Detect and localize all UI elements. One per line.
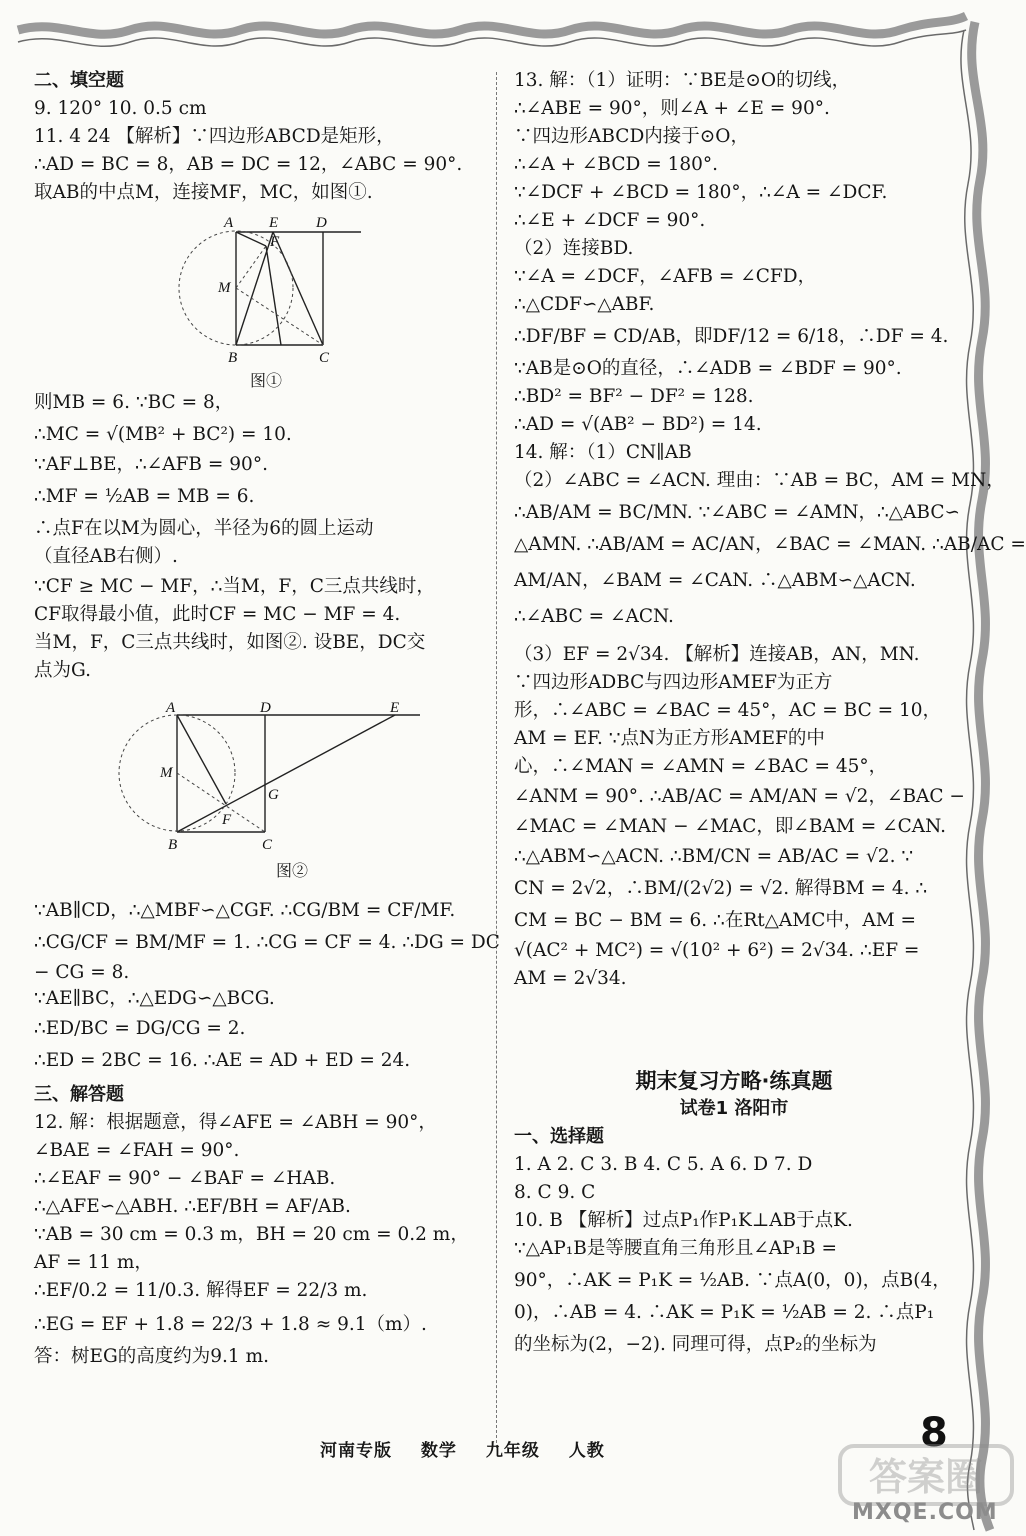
right-line: ∴△ABM∽△ACN. ∴BM/CN = AB/AC = √2. ∵ bbox=[514, 846, 914, 867]
figure-2-diagram bbox=[110, 700, 430, 860]
right-line: AM/AN，∠BAM = ∠CAN. ∴△ABM∽△ACN. bbox=[514, 570, 916, 591]
left-line: ∵AB∥CD，∴△MBF∽△CGF. ∴CG/BM = CF/MF. bbox=[34, 900, 456, 921]
left-line: ∴AD = BC = 8，AB = DC = 12，∠ABC = 90°. bbox=[34, 154, 463, 175]
right-line: ∴AB/AM = BC/MN. ∵∠ABC = ∠AMN，∴△ABC∽ bbox=[514, 502, 960, 523]
right-line: ∵∠DCF + ∠BCD = 180°，∴∠A = ∠DCF. bbox=[514, 182, 888, 203]
watermark-url: MXQE.COM bbox=[852, 1500, 998, 1525]
left-line: 二、填空题 bbox=[34, 70, 124, 91]
right-line: （2）连接BD. bbox=[514, 238, 634, 259]
right-line: AM = EF. ∵点N为正方形AMEF的中 bbox=[514, 728, 825, 749]
figure-1-diagram bbox=[166, 212, 366, 377]
left-line: 点为G. bbox=[34, 660, 91, 681]
right-line: 1. A 2. C 3. B 4. C 5. A 6. D 7. D bbox=[514, 1154, 813, 1175]
right-line: 13. 解：（1）证明：∵BE是⊙O的切线， bbox=[514, 70, 851, 91]
right-line: 0)，∴AB = 4. ∴AK = P₁K = ½AB = 2. ∴点P₁ bbox=[514, 1302, 935, 1323]
fig2-label-E: E bbox=[390, 700, 400, 716]
right-line: ∴∠A + ∠BCD = 180°. bbox=[514, 154, 719, 175]
left-line: 9. 120° 10. 0.5 cm bbox=[34, 98, 207, 119]
fig2-label-B: B bbox=[168, 837, 178, 853]
fig2-label-F: F bbox=[222, 812, 232, 828]
left-line: 则MB = 6. ∵BC = 8， bbox=[34, 392, 234, 413]
page-number: 8 bbox=[920, 1410, 948, 1456]
right-line: CM = BC − BM = 6. ∴在Rt△AMC中，AM = bbox=[514, 910, 917, 931]
right-line: 期末复习方略·练真题 bbox=[635, 1069, 833, 1093]
right-line: ∠MAC = ∠MAN − ∠MAC，即∠BAM = ∠CAN. bbox=[514, 816, 946, 837]
left-line: 12. 解：根据题意，得∠AFE = ∠ABH = 90°， bbox=[34, 1112, 437, 1133]
right-line: ∵△AP₁B是等腰直角三角形且∠AP₁B = bbox=[514, 1238, 838, 1259]
right-line: ∴∠ABC = ∠ACN. bbox=[514, 606, 674, 627]
right-line: ∵四边形ADBC与四边形AMEF为正方 bbox=[514, 672, 833, 693]
fig1-label-D: D bbox=[316, 215, 327, 231]
footer-subject: 数学 bbox=[420, 1441, 457, 1461]
right-line: 14. 解：（1）CN∥AB bbox=[514, 442, 692, 463]
fig2-label-A: A bbox=[166, 700, 176, 716]
left-line: 当M，F，C三点共线时，如图②. 设BE，DC交 bbox=[34, 632, 426, 653]
right-line: 8. C 9. C bbox=[514, 1182, 596, 1203]
left-line: AF = 11 m， bbox=[34, 1252, 153, 1273]
right-line: ∵∠A = ∠DCF，∠AFB = ∠CFD， bbox=[514, 266, 817, 287]
right-line: 10. B 【解析】过点P₁作P₁K⊥AB于点K. bbox=[514, 1210, 853, 1231]
right-line: （3）EF = 2√34. 【解析】连接AB，AN，MN. bbox=[514, 644, 920, 665]
figure-2-caption: 图② bbox=[275, 861, 308, 880]
fig2-label-G: G bbox=[268, 787, 279, 803]
right-line: AM = 2√34. bbox=[514, 968, 627, 989]
figure-1-caption: 图① bbox=[249, 371, 282, 390]
svg-text:答案圈: 答案圈 bbox=[868, 1455, 984, 1499]
left-line: ∴△AFE∽△ABH. ∴EF/BH = AF/AB. bbox=[34, 1196, 351, 1217]
right-line: （2）∠ABC = ∠ACN. 理由：∵AB = BC，AM = MN， bbox=[514, 470, 1005, 491]
fig1-label-C: C bbox=[319, 350, 330, 366]
fig1-label-A: A bbox=[224, 215, 234, 231]
left-line: ∵AE∥BC，∴△EDG∽△BCG. bbox=[34, 988, 275, 1009]
footer-publisher: 人教 bbox=[568, 1441, 605, 1461]
right-line: ∠ANM = 90°. ∴AB/AC = AM/AN = √2，∠BAC − bbox=[514, 786, 965, 807]
left-line: ∠BAE = ∠FAH = 90°. bbox=[34, 1140, 240, 1161]
left-line: 11. 4 24 【解析】∵四边形ABCD是矩形， bbox=[34, 126, 395, 147]
footer-edition: 河南专版 bbox=[320, 1441, 392, 1461]
left-line: ∴ED = 2BC = 16. ∴AE = AD + ED = 24. bbox=[34, 1050, 411, 1071]
left-line: ∵AF⊥BE，∴∠AFB = 90°. bbox=[34, 454, 268, 475]
fig1-label-B: B bbox=[228, 350, 238, 366]
left-line: ∴EF/0.2 = 11/0.3. 解得EF = 22/3 m. bbox=[34, 1280, 368, 1301]
fig2-label-M: M bbox=[160, 765, 173, 781]
right-line: ∴△CDF∽△ABF. bbox=[514, 294, 655, 315]
left-line: CF取得最小值，此时CF = MC − MF = 4. bbox=[34, 604, 401, 625]
right-line: √(AC² + MC²) = √(10² + 6²) = 2√34. ∴EF = bbox=[514, 940, 920, 961]
page-footer bbox=[320, 1436, 740, 1461]
left-line: ∵AB = 30 cm = 0.3 m，BH = 20 cm = 0.2 m， bbox=[34, 1224, 469, 1245]
left-line: ∴MF = ½AB = MB = 6. bbox=[34, 486, 255, 507]
right-line: ∴∠ABE = 90°，则∠A + ∠E = 90°. bbox=[514, 98, 830, 119]
fig1-label-M: M bbox=[218, 280, 231, 296]
right-line: 心，∴∠MAN = ∠AMN = ∠BAC = 45°， bbox=[514, 756, 888, 777]
left-line: − CG = 8. bbox=[34, 962, 130, 983]
left-line: ∴MC = √(MB² + BC²) = 10. bbox=[34, 424, 292, 445]
left-line: 答：树EG的高度约为9.1 m. bbox=[34, 1346, 270, 1367]
right-line: ∴BD² = BF² − DF² = 128. bbox=[514, 386, 754, 407]
left-line: （直径AB右侧）. bbox=[34, 546, 178, 567]
left-line: 三、解答题 bbox=[34, 1084, 124, 1105]
left-line: ∴EG = EF + 1.8 = 22/3 + 1.8 ≈ 9.1（m）. bbox=[34, 1314, 427, 1335]
right-line: ∴DF/BF = CD/AB，即DF/12 = 6/18，∴DF = 4. bbox=[514, 326, 949, 347]
right-line: ∴∠E + ∠DCF = 90°. bbox=[514, 210, 706, 231]
right-line: 试卷1 洛阳市 bbox=[679, 1098, 789, 1119]
right-line: △AMN. ∴AB/AM = AC/AN，∠BAC = ∠MAN. ∴AB/AC = bbox=[514, 534, 1026, 555]
column-divider bbox=[496, 72, 497, 1448]
fig2-label-C: C bbox=[262, 837, 273, 853]
left-line: ∴∠EAF = 90° − ∠BAF = ∠HAB. bbox=[34, 1168, 336, 1189]
footer-grade: 九年级 bbox=[485, 1441, 540, 1461]
right-line: ∵AB是⊙O的直径，∴∠ADB = ∠BDF = 90°. bbox=[514, 358, 902, 379]
fig2-label-D: D bbox=[260, 700, 271, 716]
fig1-label-E: E bbox=[269, 215, 279, 231]
right-line: 一、选择题 bbox=[514, 1126, 604, 1147]
left-line: 取AB的中点M，连接MF，MC，如图①. bbox=[34, 182, 373, 203]
fig1-label-F: F bbox=[270, 234, 280, 250]
left-line: ∴ED/BC = DG/CG = 2. bbox=[34, 1018, 246, 1039]
right-line: ∵四边形ABCD内接于⊙O， bbox=[514, 126, 749, 147]
right-line: 的坐标为(2，−2). 同理可得，点P₂的坐标为 bbox=[514, 1334, 877, 1355]
right-line: ∴AD = √(AB² − BD²) = 14. bbox=[514, 414, 762, 435]
right-line: 形，∴∠ABC = ∠BAC = 45°，AC = BC = 10， bbox=[514, 700, 942, 721]
left-line: ∵CF ≥ MC − MF，∴当M，F，C三点共线时， bbox=[34, 576, 435, 597]
left-line: ∴点F在以M为圆心，半径为6的圆上运动 bbox=[34, 518, 374, 539]
right-line: CN = 2√2，∴BM/(2√2) = √2. 解得BM = 4. ∴ bbox=[514, 878, 928, 899]
right-line: 90°，∴AK = P₁K = ½AB. ∵点A(0，0)，点B(4， bbox=[514, 1270, 951, 1291]
left-line: ∴CG/CF = BM/MF = 1. ∴CG = CF = 4. ∴DG = DC bbox=[34, 932, 500, 953]
